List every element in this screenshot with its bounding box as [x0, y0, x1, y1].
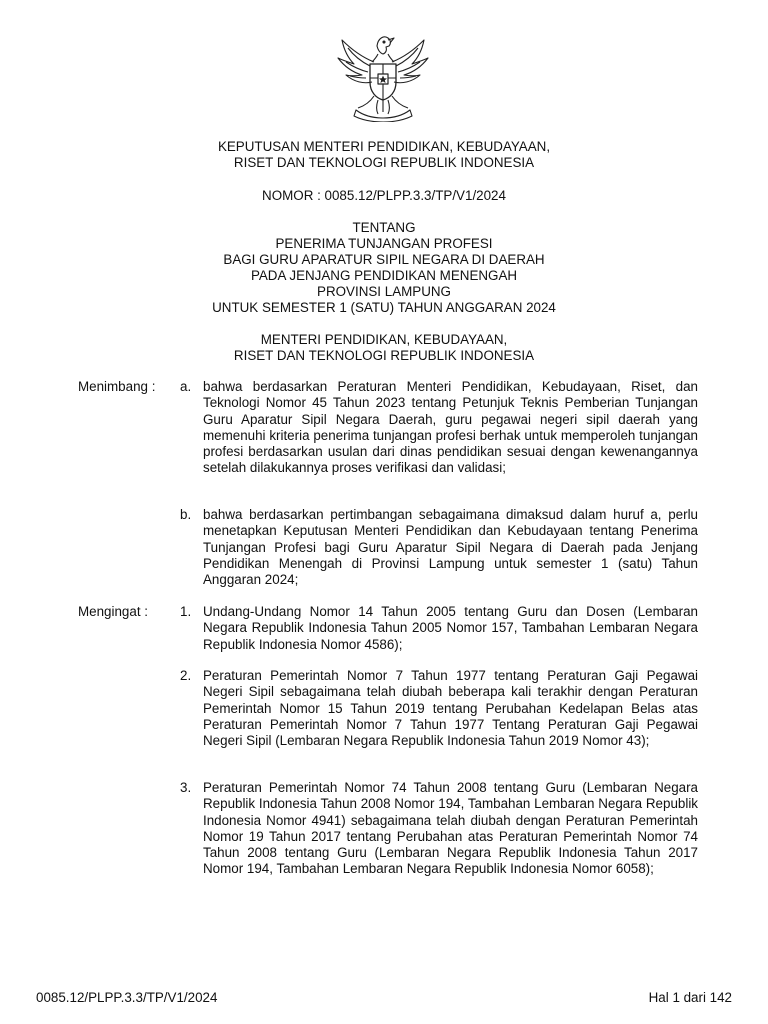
item-text: bahwa berdasarkan pertimbangan sebagaimana dimaksud dalam huruf a, perlu menetapkan Keputusan Menteri Pendidikan dan Kebudayaan tentang Penerima Tunjangan Profesi bagi Guru Aparatur Sipil Negara di Daerah pada Jenjang Pendidikan Menengah di Provinsi Lampung untuk semester 1 (satu) Tahun Anggaran 2024; [203, 507, 698, 588]
item-marker: a. [180, 379, 192, 394]
item-text: Undang-Undang Nomor 14 Tahun 2005 tentang Guru dan Dosen (Lembaran Negara Republik Indonesia Tahun 2005 Nomor 157, Tambahan Lembaran Negara Republik Indonesia Nomor 4586); [203, 604, 698, 652]
tentang-line-1: TENTANG [352, 220, 416, 235]
item-marker: 1. [180, 604, 192, 619]
menteri-line-2: RISET DAN TEKNOLOGI REPUBLIK INDONESIA [233, 348, 535, 363]
item-marker: 3. [180, 780, 192, 795]
item-marker: 2. [180, 668, 192, 683]
minister-heading [0, 332, 768, 364]
title-line-2: RISET DAN TEKNOLOGI REPUBLIK INDONESIA [233, 155, 535, 170]
mengingat-item-2 [180, 668, 698, 749]
menimbang-label: Menimbang : [78, 379, 156, 394]
menteri-line-1: MENTERI PENDIDIKAN, KEBUDAYAAN, [260, 332, 508, 347]
nomor-line: NOMOR : 0085.12/PLPP.3.3/TP/V1/2024 [262, 188, 506, 203]
tentang-line-3: BAGI GURU APARATUR SIPIL NEGARA DI DAERAH [223, 252, 545, 267]
garuda-emblem-icon [334, 32, 432, 122]
mengingat-label: Mengingat : [78, 604, 148, 619]
tentang-line-2: PENERIMA TUNJANGAN PROFESI [275, 236, 493, 251]
menimbang-item-b [180, 507, 698, 588]
footer-page-number: Hal 1 dari 142 [648, 990, 732, 1005]
tentang-line-4: PADA JENJANG PENDIDIKAN MENENGAH [250, 268, 518, 283]
document-title [0, 139, 768, 171]
menimbang-item-a [180, 379, 698, 477]
item-text: Peraturan Pemerintah Nomor 74 Tahun 2008 tentang Guru (Lembaran Negara Republik Indonesia Tahun 2008 Nomor 194, Tambahan Lembaran Negara Republik Indonesia Nomor 4941) sebagaimana telah diubah dengan Peraturan Pemerintah Nomor 19 Tahun 2017 tentang Perubahan atas Peraturan Pemerintah Nomor 74 Tahun 2008 tentang Guru (Lembaran Negara Republik Indonesia Tahun 2017 Nomor 194, Tambahan Lembaran Negara Republik Indonesia Nomor 6058); [203, 780, 698, 877]
tentang-line-5: PROVINSI LAMPUNG [317, 284, 451, 299]
subject-block [0, 220, 768, 316]
mengingat-item-3 [180, 780, 698, 878]
mengingat-item-1 [180, 604, 698, 653]
footer-doc-number: 0085.12/PLPP.3.3/TP/V1/2024 [36, 990, 218, 1005]
document-number [0, 188, 768, 204]
item-text: bahwa berdasarkan Peraturan Menteri Pendidikan, Kebudayaan, Riset, dan Teknologi Nomor 45 Tahun 2023 tentang Petunjuk Teknis Pemberian Tunjangan Guru Aparatur Sipil Negara Daerah, guru pegawai negeri sipil daerah yang memenuhi kriteria penerima tunjangan profesi berhak untuk memperoleh tunjangan profesi berdasarkan usulan dari dinas pendidikan sesuai dengan kewenangannya setelah dilakukannya proses verifikasi dan validasi; [203, 379, 698, 476]
item-text: Peraturan Pemerintah Nomor 7 Tahun 1977 tentang Peraturan Gaji Pegawai Negeri Sipil sebagaimana telah diubah beberapa kali terakhir dengan Peraturan Pemerintah Nomor 15 Tahun 2019 tentang Perubahan Kedelapan Belas atas Peraturan Pemerintah Nomor 7 Tahun 1977 Tentang Peraturan Gaji Pegawai Negeri Sipil (Lembaran Negara Republik Indonesia Tahun 2019 Nomor 43); [203, 668, 698, 749]
title-line-1: KEPUTUSAN MENTERI PENDIDIKAN, KEBUDAYAAN, [217, 139, 551, 154]
tentang-line-6: UNTUK SEMESTER 1 (SATU) TAHUN ANGGARAN 2024 [212, 300, 556, 315]
item-marker: b. [180, 507, 192, 522]
